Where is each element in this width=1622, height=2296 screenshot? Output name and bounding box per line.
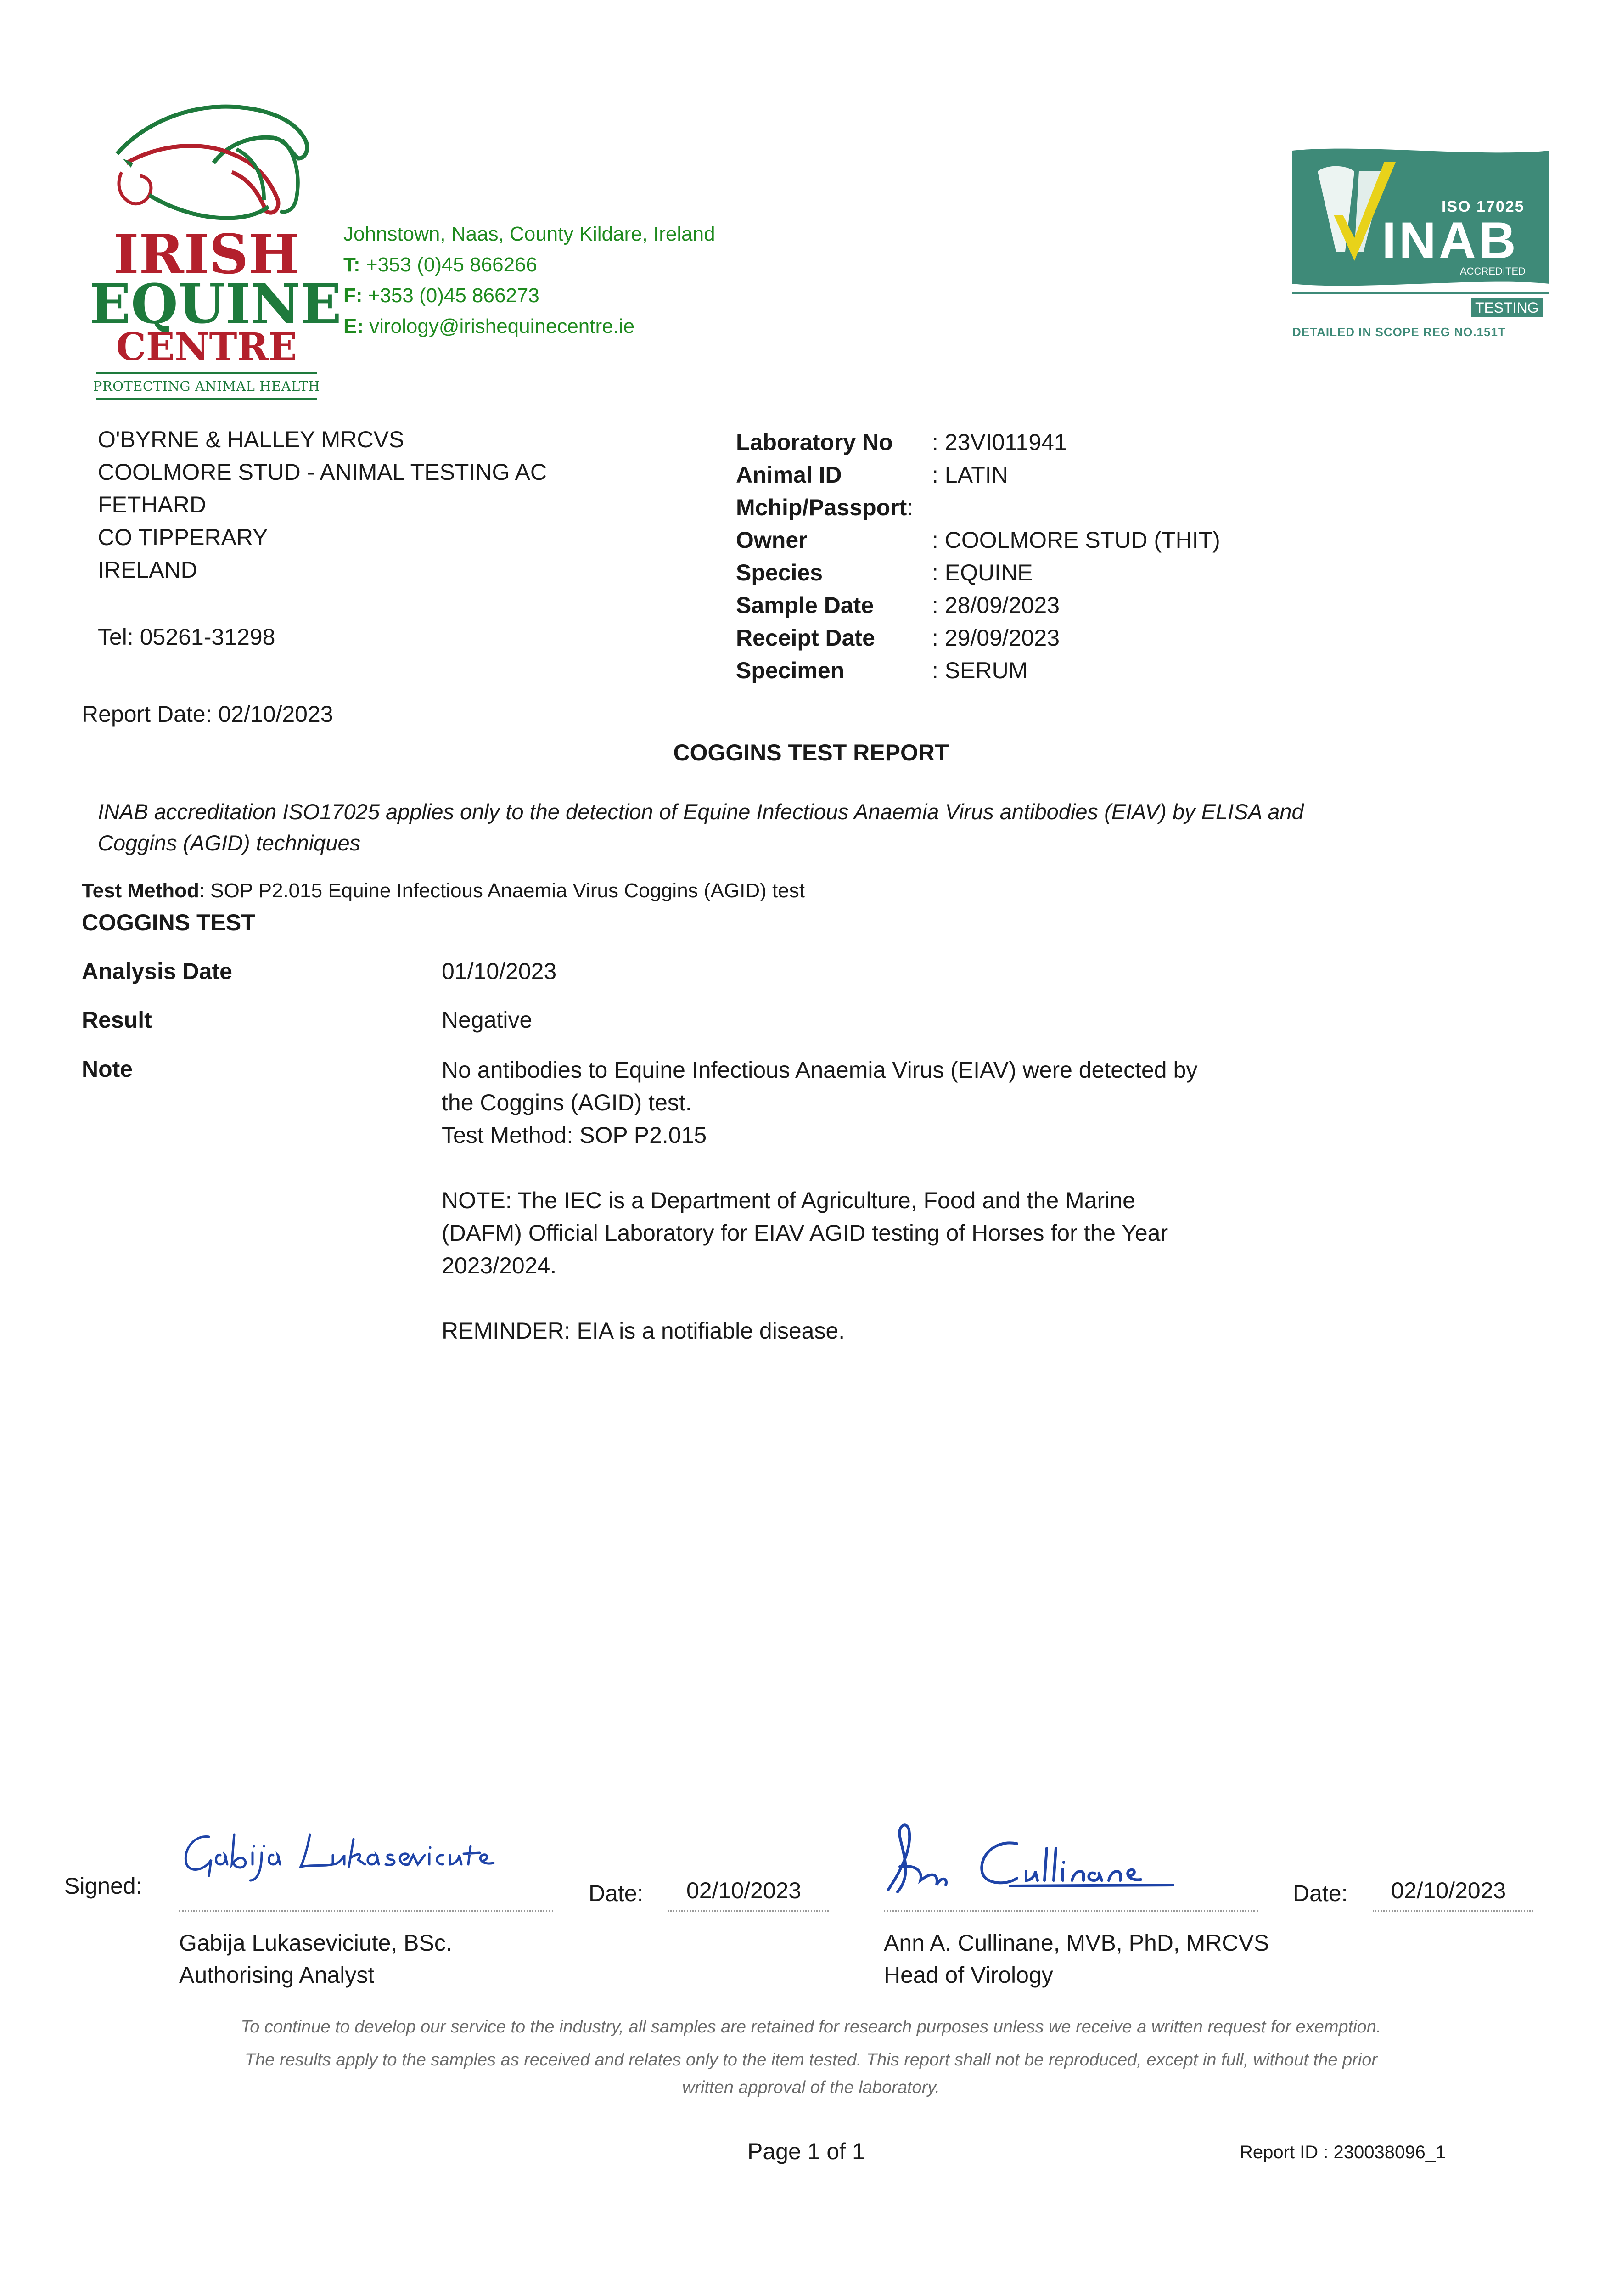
note-line xyxy=(442,1287,1197,1319)
signature-line-left xyxy=(179,1910,553,1912)
animal-id-value: : LATIN xyxy=(932,462,1008,488)
logo-divider xyxy=(96,372,317,374)
signed-label: Signed: xyxy=(64,1873,142,1899)
date-value-right: 02/10/2023 xyxy=(1391,1878,1506,1903)
note-label: Note xyxy=(82,1056,133,1082)
logo-text-irish: IRISH xyxy=(113,222,300,286)
animal-id-label: Animal ID xyxy=(736,462,842,488)
sample-info-row xyxy=(736,496,1287,529)
phone-number: +353 (0)45 866266 xyxy=(365,253,537,276)
accreditation-note xyxy=(98,796,1304,859)
test-method-label: Test Method xyxy=(82,879,199,902)
note-line: Test Method: SOP P2.015 xyxy=(442,1122,707,1148)
note-line: (DAFM) Official Laboratory for EIAV AGID testing of Horses for the Year xyxy=(442,1220,1168,1246)
recipient-line: COOLMORE STUD - ANIMAL TESTING AC xyxy=(98,459,547,485)
owner-value: : COOLMORE STUD (THIT) xyxy=(932,527,1220,553)
fax-number: +353 (0)45 866273 xyxy=(368,284,539,307)
analysis-date-label: Analysis Date xyxy=(82,958,232,984)
sample-date-label: Sample Date xyxy=(736,592,874,618)
phone-label: T: xyxy=(343,253,360,276)
email-address: virology@irishequinecentre.ie xyxy=(369,315,635,338)
retention-notice: To continue to develop our service to the industry, all samples are retained for research purposes unless we receive a written request for exemption. xyxy=(241,2017,1381,2037)
signer-role-left: Authorising Analyst xyxy=(179,1962,375,1988)
sample-info-row xyxy=(736,463,1287,496)
mchip-passport-value: : xyxy=(907,495,914,520)
inab-name: INAB xyxy=(1382,212,1519,269)
signer-role-right: Head of Virology xyxy=(884,1962,1053,1988)
recipient-tel: Tel: 05261-31298 xyxy=(98,624,275,650)
signature-gabija-image xyxy=(177,1821,498,1885)
sample-info-row xyxy=(736,431,1287,463)
date-label-left: Date: xyxy=(589,1880,644,1906)
sample-info-row xyxy=(736,659,1287,692)
date-value-left: 02/10/2023 xyxy=(686,1878,802,1903)
recipient-line: O'BYRNE & HALLEY MRCVS xyxy=(98,427,404,452)
signature-line-right xyxy=(884,1910,1258,1912)
address: Johnstown, Naas, County Kildare, Ireland xyxy=(343,223,715,245)
sample-date-value: : 28/09/2023 xyxy=(932,592,1060,618)
email-label: E: xyxy=(343,315,364,338)
irish-equine-centre-logo xyxy=(90,94,342,406)
test-method-line xyxy=(82,881,805,901)
inab-scope: DETAILED IN SCOPE REG NO.151T xyxy=(1292,325,1506,339)
inab-iso-text: ISO 17025 xyxy=(1442,198,1525,215)
receipt-date-label: Receipt Date xyxy=(736,625,875,651)
logo-text-centre: CENTRE xyxy=(116,325,297,369)
result-label: Result xyxy=(82,1007,152,1033)
inab-accredited: ACCREDITED xyxy=(1460,265,1526,277)
date-label-right: Date: xyxy=(1293,1880,1348,1906)
recipient-line: CO TIPPERARY xyxy=(98,524,268,550)
signer-name-left: Gabija Lukaseviciute, BSc. xyxy=(179,1930,452,1956)
note-line: REMINDER: EIA is a notifiable disease. xyxy=(442,1318,845,1344)
sample-info-row xyxy=(736,626,1287,659)
owner-label: Owner xyxy=(736,527,808,553)
note-line: NOTE: The IEC is a Department of Agriculture, Food and the Marine xyxy=(442,1187,1135,1213)
report-id: Report ID : 230038096_1 xyxy=(1240,2142,1446,2162)
date-line-right xyxy=(1373,1910,1533,1912)
fax-line xyxy=(343,280,715,311)
receipt-date-value: : 29/09/2023 xyxy=(932,625,1060,651)
note-line xyxy=(442,1156,1197,1189)
note-line: No antibodies to Equine Infectious Anaemia Virus (EIAV) were detected by xyxy=(442,1057,1198,1083)
logo-divider-bottom xyxy=(96,398,317,400)
test-method-value: : SOP P2.015 Equine Infectious Anaemia Virus Coggins (AGID) test xyxy=(199,879,805,902)
mchip-passport-label: Mchip/Passport xyxy=(736,495,907,520)
sample-info-row xyxy=(736,594,1287,626)
species-value: : EQUINE xyxy=(932,560,1033,585)
laboratory-no-value: : 23VI011941 xyxy=(932,429,1067,455)
phone-line xyxy=(343,249,715,280)
section-title: COGGINS TEST xyxy=(82,910,255,935)
species-label: Species xyxy=(736,560,823,585)
sample-info-table xyxy=(736,431,1287,692)
note-line: 2023/2024. xyxy=(442,1253,557,1278)
note-line: the Coggins (AGID) test. xyxy=(442,1090,692,1115)
email-line xyxy=(343,311,715,342)
recipient-line: IRELAND xyxy=(98,557,197,583)
note-text xyxy=(442,1058,1197,1352)
recipient-line: FETHARD xyxy=(98,492,207,518)
analysis-date-value: 01/10/2023 xyxy=(442,958,557,984)
inab-testing: TESTING xyxy=(1471,298,1543,317)
inab-accreditation-badge xyxy=(1290,146,1552,348)
signature-cullinane-image xyxy=(879,1816,1210,1903)
sample-info-row xyxy=(736,529,1287,561)
signer-name-right: Ann A. Cullinane, MVB, PhD, MRCVS xyxy=(884,1930,1269,1956)
specimen-value: : SERUM xyxy=(932,658,1028,683)
specimen-label: Specimen xyxy=(736,658,845,683)
report-title: COGGINS TEST REPORT xyxy=(673,740,949,765)
logo-text-equine: EQUINE xyxy=(90,272,342,336)
logo-tagline: PROTECTING ANIMAL HEALTH xyxy=(93,378,320,394)
page-number: Page 1 of 1 xyxy=(747,2138,865,2164)
date-line-left xyxy=(668,1910,829,1912)
disclaimer-line1: The results apply to the samples as received and relates only to the item tested. This report shall not be reproduced, except in full, without the prior xyxy=(244,2050,1378,2070)
result-value: Negative xyxy=(442,1007,533,1033)
accreditation-note-line: Coggins (AGID) techniques xyxy=(98,831,361,855)
accreditation-note-line: INAB accreditation ISO17025 applies only to the detection of Equine Infectious Anaemia Virus antibodies (EIAV) by ELISA and xyxy=(98,799,1304,824)
laboratory-no-label: Laboratory No xyxy=(736,429,893,455)
horse-logo-icon xyxy=(90,94,324,227)
report-date: Report Date: 02/10/2023 xyxy=(82,701,333,727)
sample-info-row xyxy=(736,561,1287,594)
fax-label: F: xyxy=(343,284,363,307)
recipient-address xyxy=(98,428,547,591)
contact-block xyxy=(343,219,715,342)
disclaimer-line2: written approval of the laboratory. xyxy=(682,2078,940,2097)
